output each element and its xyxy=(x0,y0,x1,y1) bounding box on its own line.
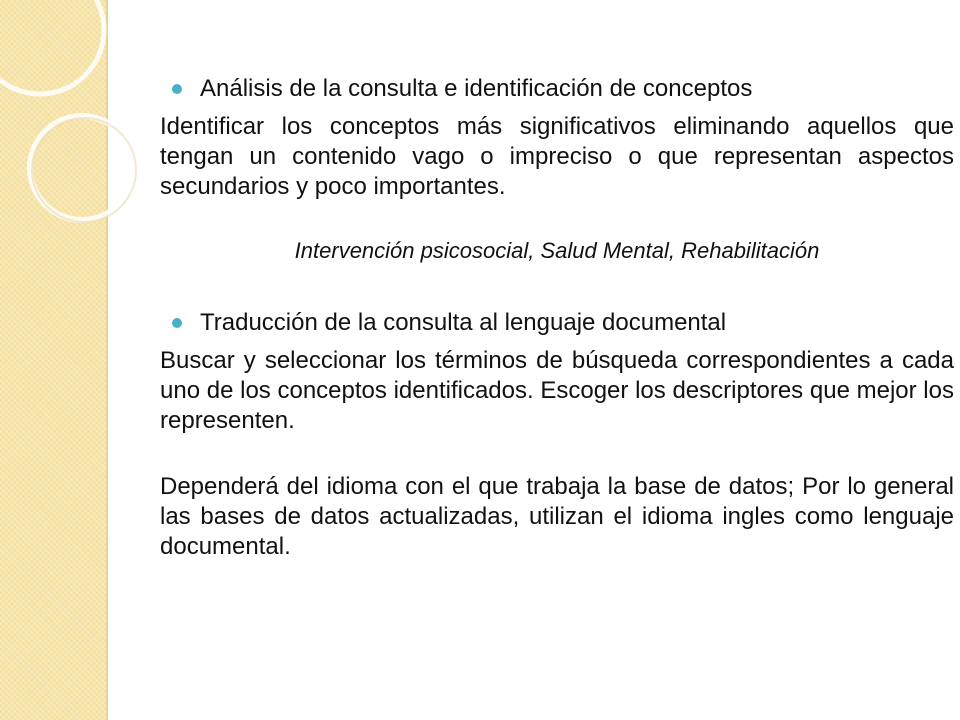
bullet-dot-icon xyxy=(172,84,182,94)
paragraph-language-note: Dependerá del idioma con el que trabaja la base de datos; Por lo general las bases de datos actualizadas, utilizan el idioma ingles como lenguaje documental. xyxy=(160,473,954,560)
paragraph-identify-concepts: Identificar los conceptos más significativos eliminando aquellos que tengan un contenido vago o impreciso o que representan aspectos secundarios y poco importantes. xyxy=(160,113,954,200)
bullet-item-translation xyxy=(172,306,954,340)
bullet-item-analysis xyxy=(172,72,954,106)
bullet-dot-icon xyxy=(172,318,182,328)
keywords-line: Intervención psicosocial, Salud Mental, Rehabilitación xyxy=(294,238,820,263)
slide-content xyxy=(160,68,954,562)
bullet-analysis-text: Análisis de la consulta e identificación de conceptos xyxy=(200,75,753,102)
small-ring-shadow xyxy=(32,118,136,222)
paragraph-search-terms: Buscar y seleccionar los términos de búsqueda correspondientes a cada uno de los conceptos identificados. Escoger los descriptores que mejor los representen. xyxy=(160,347,954,434)
decorative-rings xyxy=(0,0,140,260)
large-ring xyxy=(0,0,104,94)
bullet-translation-text: Traducción de la consulta al lenguaje documental xyxy=(200,309,727,336)
